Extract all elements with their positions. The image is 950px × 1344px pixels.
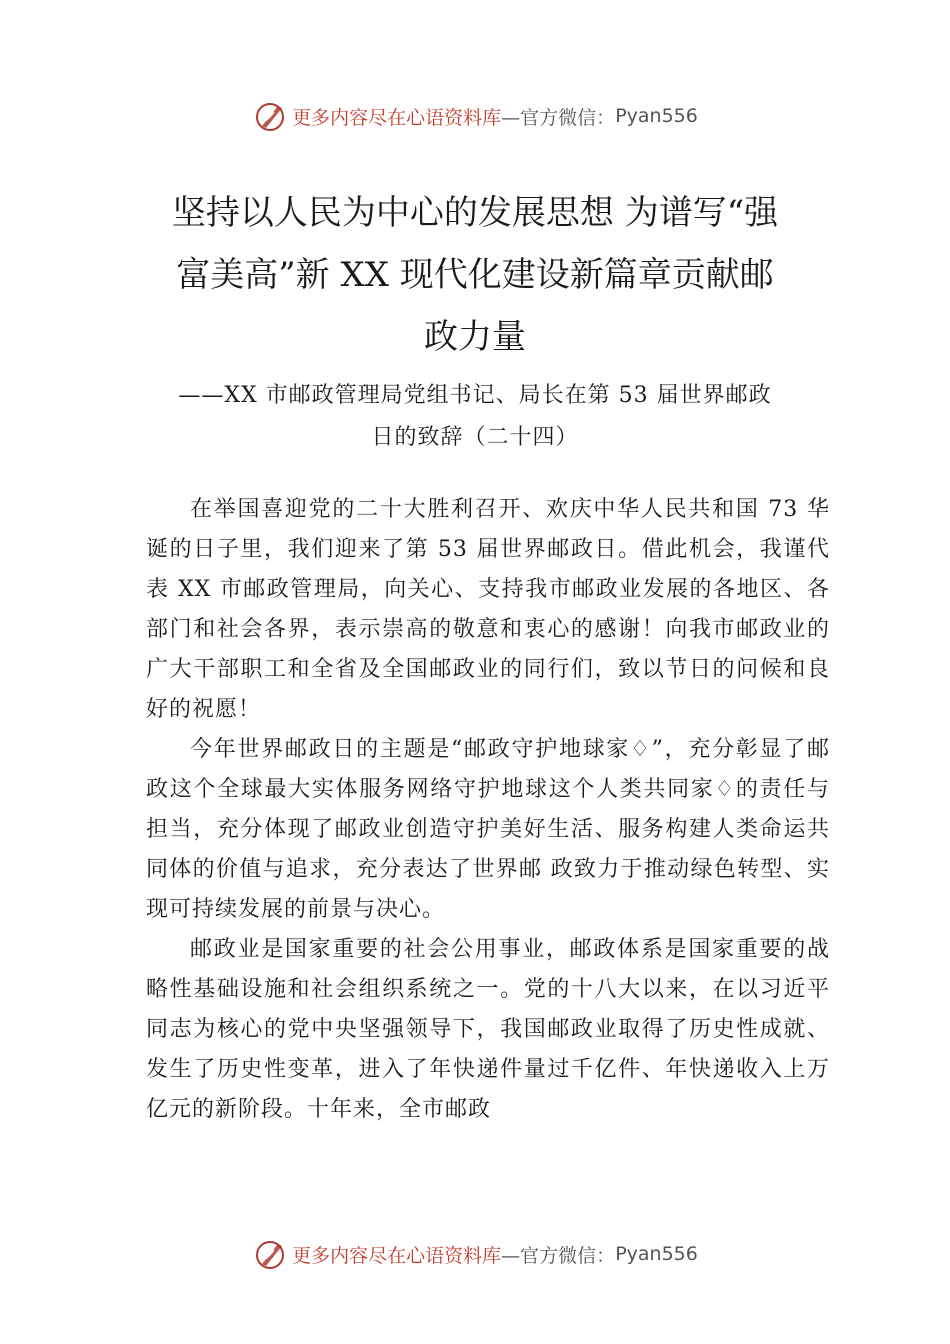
document-subtitle — [140, 375, 810, 459]
body-paragraph: 在举国喜迎党的二十大胜利召开、欢庆中华人民共和国 73 华诞的日子里，我们迎来了第 53 届世界邮政日。借此机会，我谨代表 XX 市邮政管理局，向关心、支持我市邮政业发展的各地区、各部门和社会各界，表示崇高的敬意和衷心的感谢！向我市邮政业的广大干部职工和全省及全国邮政业的同行们，致以节日的问候和良好的祝愿！ — [146, 497, 830, 722]
banner-gray-text: —官方微信： — [501, 1244, 616, 1267]
title-line-3: 政力量 — [424, 317, 526, 357]
quill-logo-icon — [252, 98, 288, 134]
banner-red-text: 更多内容尽在心语资料库 — [292, 106, 502, 129]
body-paragraph: 今年世界邮政日的主题是“邮政守护地球家♢”，充分彰显了邮政这个全球最大实体服务网络守护地球这个人类共同家♢的责任与担当，充分体现了邮政业创造守护美好生活、服务构建人类命运共同体的价值与追求，充分表达了世界邮 政致力于推动绿色转型、实现可持续发展的前景与决心。 — [146, 737, 830, 922]
header-banner — [0, 96, 950, 136]
footer-banner — [0, 1234, 950, 1274]
title-line-1: 坚持以人民为中心的发展思想 为谱写“强 — [171, 193, 779, 233]
document-body — [146, 490, 830, 1130]
subtitle-line-2: 日的致辞（二十四） — [371, 425, 579, 450]
subtitle-line-1: ——XX 市邮政管理局党组书记、局长在第 53 届世界邮政 — [178, 383, 772, 408]
quill-logo-icon — [252, 1236, 288, 1272]
banner-gray-text: —官方微信： — [501, 106, 616, 129]
banner-red-text: 更多内容尽在心语资料库 — [292, 1244, 502, 1267]
document-title — [140, 182, 810, 368]
body-paragraph: 邮政业是国家重要的社会公用事业，邮政体系是国家重要的战略性基础设施和社会组织系统之一。党的十八大以来，在以习近平同志为核心的党中央坚强领导下，我国邮政业取得了历史性成就、发生了历史性变革，进入了年快递件量过千亿件、年快递收入上万亿元的新阶段。十年来，全市邮政 — [146, 937, 830, 1122]
banner-wechat-id: Pyan556 — [615, 105, 698, 127]
title-line-2: 富美高”新 XX 现代化建设新篇章贡献邮 — [176, 255, 774, 295]
banner-wechat-id: Pyan556 — [615, 1243, 698, 1265]
